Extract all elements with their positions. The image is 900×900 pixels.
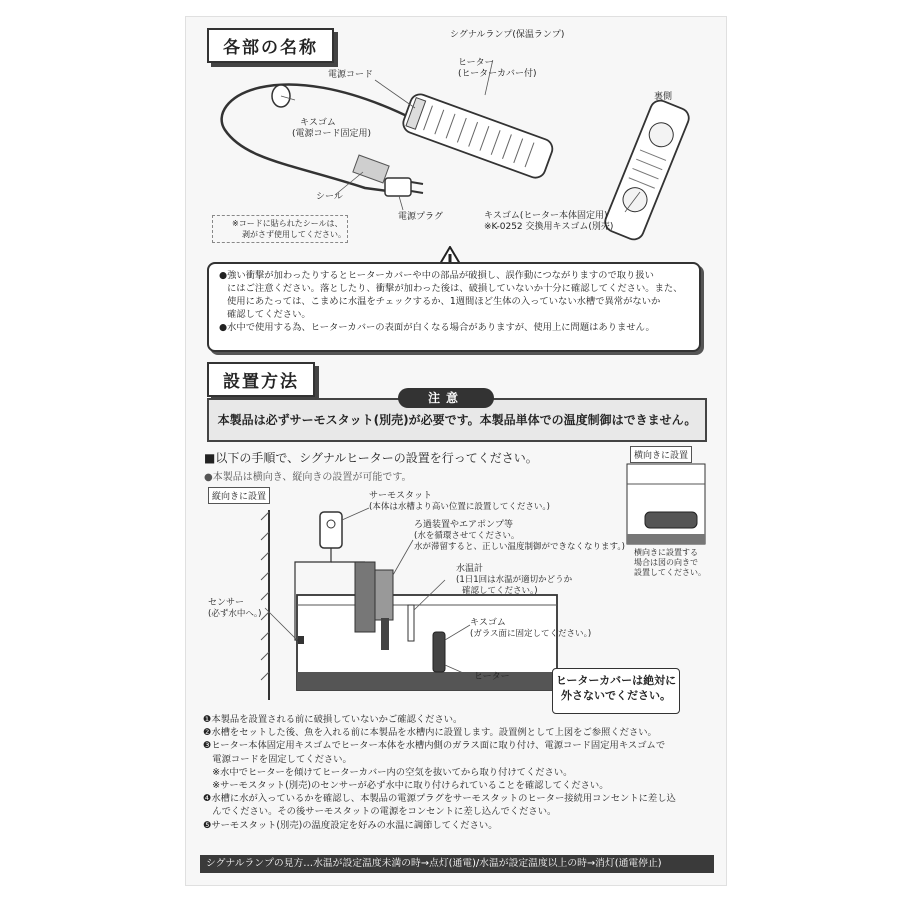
- step-line: ❷水槽をセットした後、魚を入れる前に本製品を水槽内に設置します。設置例として上図をご参照ください。: [203, 727, 657, 739]
- label-suction-cup: キスゴム: [300, 118, 336, 128]
- label-heater-sub: (ヒーターカバー付): [458, 69, 537, 79]
- warning-line: にはご注意ください。落としたり、衝撃が加わった後は、破損していないか十分に確認してください。また、: [227, 283, 683, 294]
- step-line: んでください。その後サーモスタットの電源をコンセントに差し込んでください。: [203, 806, 557, 818]
- horizontal-note-line: 設置してください。: [634, 568, 706, 577]
- step-line: 電源コードを固定してください。: [203, 753, 352, 765]
- label-thermostat-sub: (本体は水槽より高い位置に設置してください。): [369, 502, 550, 512]
- label-thermometer-sub2: 確認してください。): [462, 586, 538, 596]
- signal-lamp-note: シグナルランプの見方…水温が設定温度未満の時→点灯(通電)/水温が設定温度以上の時→消灯(通電停止): [200, 855, 714, 873]
- install-section-title: 設置方法: [207, 362, 315, 397]
- vertical-install-label: 縦向きに設置: [208, 487, 270, 504]
- seal-note-line2: 剥がさず使用してください。: [242, 230, 346, 239]
- cover-note: [552, 668, 680, 714]
- label-sensor: センサー: [208, 598, 245, 608]
- cover-note-line: 外さないでください。: [561, 689, 671, 702]
- horizontal-note-line: 場合は図の向きで: [634, 558, 698, 567]
- label-suction-cup-sub: (電源コード固定用): [292, 129, 372, 139]
- step-line: ❸ヒーター本体固定用キスゴムでヒーター本体を水槽内側のガラス面に取り付け、電源コード固定用キスゴムで: [203, 740, 666, 752]
- label-back-side: 裏側: [654, 92, 673, 102]
- label-suction: キスゴム: [470, 618, 506, 628]
- warning-line: 確認してください。: [227, 309, 311, 320]
- label-power-cord: 電源コード: [328, 70, 374, 80]
- horizontal-note-line: 横向きに設置する: [634, 548, 698, 557]
- step-line: ❺サーモスタット(別売)の温度設定を好みの水温に調節してください。: [203, 819, 498, 831]
- caution-text: 本製品は必ずサーモスタット(別売)が必要です。本製品単体での温度制御はできません。: [217, 413, 697, 427]
- warning-line: ●水中で使用する為、ヒーターカバーの表面が白くなる場合がありますが、使用上に問題はありません。: [219, 322, 655, 333]
- label-replacement: ※K-0252 交換用キスゴム(別売): [484, 222, 614, 232]
- label-sensor-sub: (必ず水中へ。): [208, 609, 262, 619]
- step-line: ❶本製品を設置される前に破損していないかご確認ください。: [203, 714, 463, 725]
- cover-note-line: ヒーターカバーは絶対に: [555, 674, 677, 687]
- label-filter-sub2: 水が滞留すると、正しい温度制御ができなくなります。): [414, 542, 625, 552]
- label-thermometer: 水温計: [456, 564, 484, 574]
- step-line: ※水中でヒーターを傾けてヒーターカバー内の空気を抜いてから取り付けてください。: [203, 766, 573, 778]
- step-line: ※サーモスタット(別売)のセンサーが必ず水中に取り付けられていることを確認してください。: [203, 780, 609, 792]
- label-suction-sub: (ガラス面に固定してください。): [470, 629, 592, 639]
- label-plug: 電源プラグ: [398, 212, 444, 222]
- horizontal-install-label: 横向きに設置: [630, 446, 692, 463]
- label-signal-lamp: シグナルランプ(保温ランプ): [450, 30, 565, 40]
- parts-section-title: 各部の名称: [207, 28, 334, 63]
- install-intro: ■以下の手順で、シグナルヒーターの設置を行ってください。: [204, 451, 538, 465]
- label-thermostat: サーモスタット: [369, 491, 433, 501]
- install-intro-sub: ●本製品は横向き、縦向きの設置が可能です。: [204, 472, 412, 483]
- label-thermometer-sub1: (1日1回は水温が適切かどうか: [456, 575, 573, 585]
- label-heater: ヒーター: [458, 58, 494, 68]
- label-suction-cup-body: キスゴム(ヒーター本体固定用): [484, 211, 608, 221]
- warning-box: [207, 262, 701, 352]
- caution-tag: 注意: [398, 388, 494, 408]
- seal-note-line1: ※コードに貼られたシールは、: [232, 219, 343, 228]
- install-steps: [203, 713, 723, 832]
- step-line: ❹水槽に水が入っているかを確認し、本製品の電源プラグをサーモスタットのヒーター接続用コンセントに差し込: [203, 793, 676, 805]
- label-heater-diagram: ヒーター: [474, 672, 510, 682]
- label-filter: ろ過装置やエアポンプ等: [414, 520, 514, 530]
- warning-line: 使用にあたっては、こまめに水温をチェックするか、1週間ほど生体の入っていない水槽で異常がないか: [227, 296, 661, 307]
- warning-line: ●強い衝撃が加わったりするとヒーターカバーや中の部品が破損し、誤作動につながりますので取り扱い: [219, 270, 654, 281]
- label-filter-sub1: (水を循環させてください。: [414, 531, 520, 541]
- label-seal: シール: [316, 192, 343, 202]
